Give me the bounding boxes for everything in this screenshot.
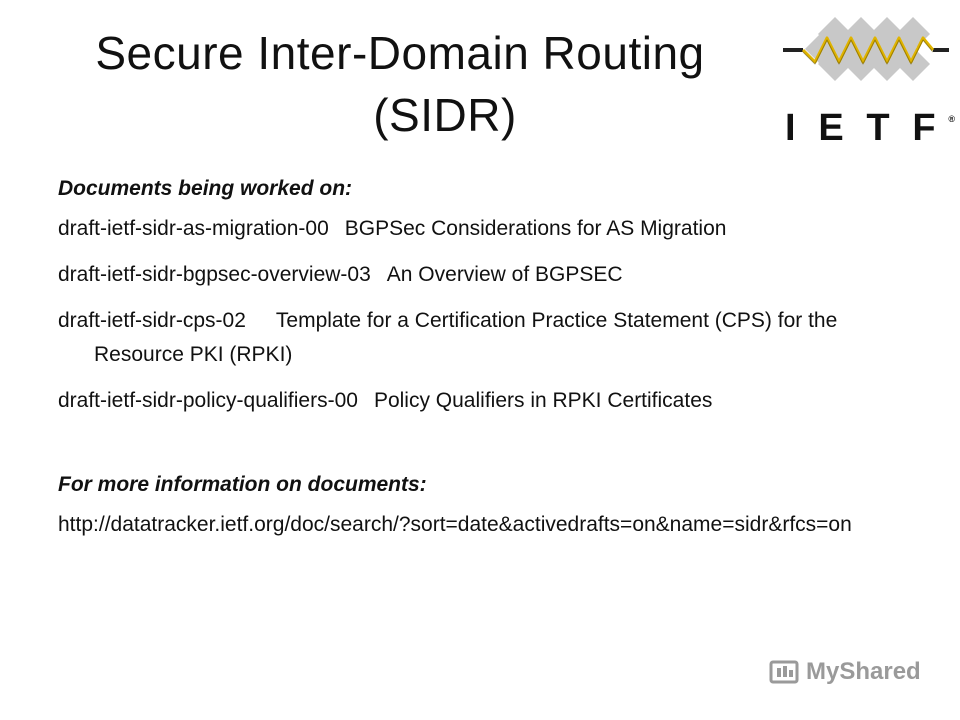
more-info-link[interactable]: http://datatracker.ietf.org/doc/search/?sort=date&activedrafts=on&name=sidr&rfcs=on [58, 513, 852, 536]
logo-letter: F [912, 106, 936, 149]
document-name: draft-ietf-sidr-bgpsec-overview-03 [58, 263, 371, 286]
title-line-2: (SIDR) [373, 89, 517, 141]
documents-heading: Documents being worked on: [58, 177, 353, 200]
document-name: draft-ietf-sidr-as-migration-00 [58, 217, 329, 240]
watermark-text: MyShared [806, 658, 921, 685]
logo-letter: T [866, 106, 890, 149]
logo-letter: E [818, 106, 844, 149]
document-description: BGPSec Considerations for AS Migration [344, 217, 727, 240]
more-info-heading: For more information on documents: [58, 473, 427, 496]
registered-mark: ® [948, 114, 955, 124]
document-item [58, 212, 918, 246]
logo-letter: I [785, 106, 796, 149]
document-description: Policy Qualifiers in RPKI Certificates [373, 389, 713, 412]
document-description: Template for a Certification Practice Statement (CPS) for the Resource PKI (RPKI) [94, 309, 838, 366]
document-name: draft-ietf-sidr-policy-qualifiers-00 [58, 389, 358, 412]
slide-body [58, 170, 918, 542]
document-item [58, 384, 918, 418]
document-item [58, 304, 918, 372]
watermark [768, 656, 921, 688]
title-line-1: Secure Inter-Domain Routing [95, 27, 705, 79]
slide-title [30, 22, 770, 146]
document-description: An Overview of BGPSEC [386, 263, 623, 286]
document-name: draft-ietf-sidr-cps-02 [58, 309, 246, 332]
ietf-logo-text [785, 108, 955, 148]
myshared-logo-icon [768, 656, 800, 688]
document-item [58, 258, 918, 292]
logo-diamonds [805, 17, 930, 81]
